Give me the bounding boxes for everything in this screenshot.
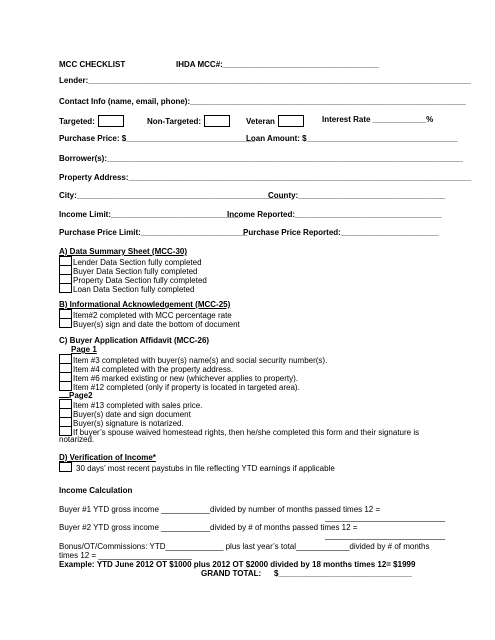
item-label: Item #12 completed (only if property is located in targeted area).: [73, 383, 300, 392]
veteran-row: [246, 115, 307, 127]
lender-field[interactable]: Lender:______________________________________________________________________________________: [59, 76, 471, 85]
section-b-item: [59, 318, 240, 330]
section-c-item: [59, 381, 300, 393]
non-targeted-checkbox[interactable]: [204, 115, 230, 127]
section-c-item: [59, 426, 419, 438]
targeted-row: [59, 115, 127, 127]
example-text: YTD June 2012 OT $1000 plus 2012 OT $2000 divided by 18 months times 12= $1999: [96, 560, 416, 569]
purchase-price-limit-field[interactable]: Purchase Price Limit:________________________: [59, 228, 248, 237]
checkbox[interactable]: [59, 318, 72, 328]
item-label: 30 days’ most recent paystubs in file reflecting YTD earnings if applicable: [76, 464, 335, 473]
section-d-item: [59, 462, 335, 474]
buyer2-result-line[interactable]: ___________________________: [325, 531, 446, 540]
grand-total-label: GRAND TOTAL:: [201, 569, 262, 578]
borrowers-field[interactable]: Borrower(s):________________________________________________________________________________: [59, 154, 463, 163]
section-b-heading: B) Informational Acknowledgement (MCC-25): [59, 300, 231, 309]
veteran-label: Veteran: [246, 117, 275, 126]
item-label: Buyer(s) sign and date the bottom of document: [73, 320, 240, 329]
non-targeted-label: Non-Targeted:: [147, 117, 202, 126]
city-field[interactable]: City:_______________________________________________: [59, 191, 286, 200]
income-calculation-heading: Income Calculation: [59, 486, 133, 495]
income-limit-field[interactable]: Income Limit:_____________________________: [59, 210, 241, 219]
bonus-field[interactable]: Bonus/OT/Commissions: YTD_____________ plus last year’s total____________divided by # of months: [59, 542, 430, 551]
item-label: Property Data Section fully completed: [73, 276, 207, 285]
item-label: Item #3 completed with buyer(s) name(s) and social security number(s).: [73, 356, 328, 365]
bonus-result-field[interactable]: times 12 = _____________________: [59, 551, 192, 560]
loan-amount-field[interactable]: Loan Amount: $__________________________________: [246, 134, 458, 143]
checkbox[interactable]: [59, 283, 72, 293]
purchase-price-reported-field[interactable]: Purchase Price Reported:______________________: [243, 228, 439, 237]
item-label: Item #6 marked existing or new (whichever applies to property).: [73, 374, 298, 383]
section-a-heading: A) Data Summary Sheet (MCC-30): [59, 247, 188, 256]
grand-total-field[interactable]: $______________________________: [274, 569, 412, 578]
spouse-line-continued: notarized.: [59, 435, 95, 444]
purchase-price-field[interactable]: Purchase Price: $_____________________________: [59, 134, 256, 143]
income-reported-field[interactable]: Income Reported:_________________________________: [227, 210, 442, 219]
section-a-item: [59, 283, 194, 295]
page1-text: Page 1: [71, 345, 97, 354]
item-label: Item#2 completed with MCC percentage rate: [73, 311, 232, 320]
non-targeted-row: [147, 115, 233, 127]
item-label: If buyer’s spouse waived homestead rights, then he/she completed this form and their signature is: [73, 428, 420, 437]
veteran-checkbox[interactable]: [278, 115, 304, 127]
buyer1-income-field[interactable]: Buyer #1 YTD gross income ___________divided by number of months passed times 12 =: [59, 505, 381, 514]
county-field[interactable]: County:_________________________________: [268, 191, 446, 200]
item-label: Loan Data Section fully completed: [73, 285, 195, 294]
item-label: Buyer(s) signature is notarized.: [73, 419, 184, 428]
item-label: Lender Data Section fully completed: [73, 258, 202, 267]
document-title: MCC CHECKLIST: [59, 60, 126, 69]
section-c-heading: C) Buyer Application Affidavit (MCC-26): [59, 336, 210, 345]
buyer1-result-line[interactable]: ___________________________: [325, 513, 446, 522]
item-label: Buyer Data Section fully completed: [73, 267, 198, 276]
targeted-label: Targeted:: [59, 117, 95, 126]
item-label: Buyer(s) date and sign document: [73, 410, 191, 419]
section-d-heading: D) Verification of Income*: [59, 453, 156, 462]
targeted-checkbox[interactable]: [98, 115, 124, 127]
contact-info-field[interactable]: Contact Info (name, email, phone):______________________________________________________________: [59, 97, 466, 106]
item-label: Item #13 completed with sales price.: [73, 401, 203, 410]
interest-rate-field[interactable]: Interest Rate ____________%: [322, 115, 434, 124]
example-label: Example:: [59, 560, 95, 569]
page2-text: Page2: [69, 391, 93, 400]
ihda-mcc-field[interactable]: IHDA MCC#:___________________________________: [176, 60, 379, 69]
checkbox[interactable]: [59, 462, 72, 472]
item-label: Item #4 completed with the property address.: [73, 365, 234, 374]
property-address-field[interactable]: Property Address:_____________________________________________________________________________: [59, 173, 472, 182]
buyer2-income-field[interactable]: Buyer #2 YTD gross income ___________divided by # of months passed times 12 =: [59, 523, 358, 532]
